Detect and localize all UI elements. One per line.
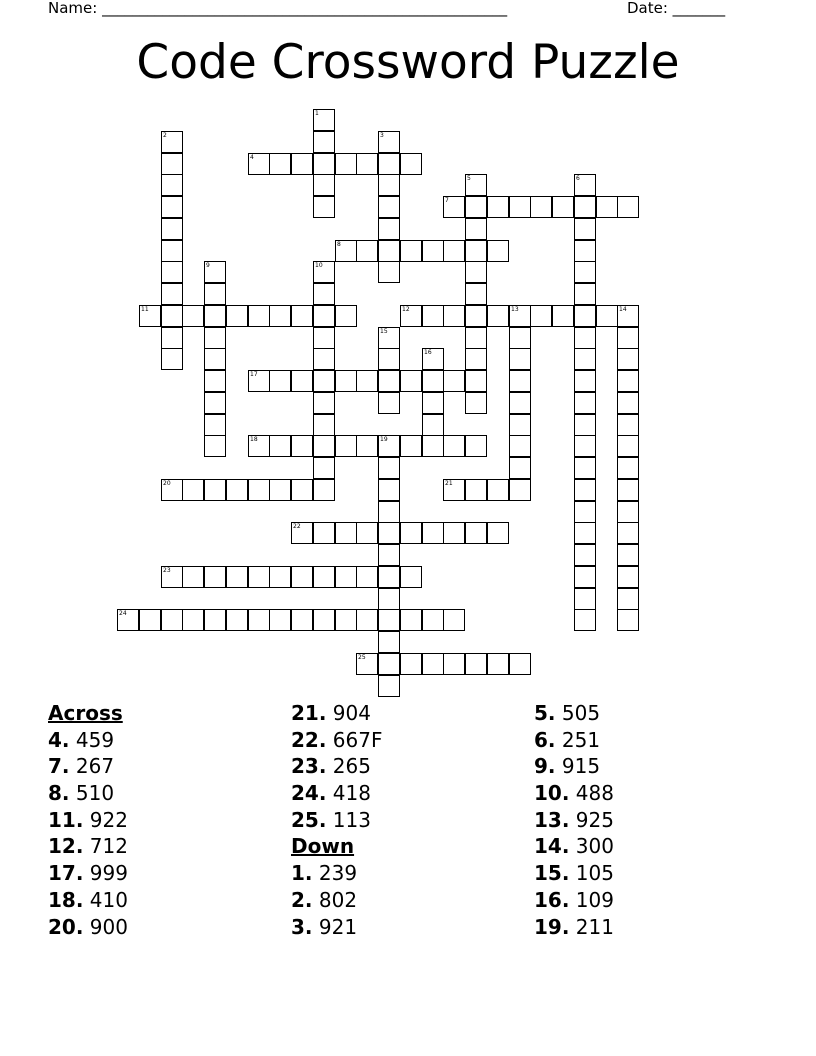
grid-cell[interactable] <box>443 522 465 544</box>
grid-cell[interactable] <box>161 174 183 196</box>
grid-cell[interactable] <box>204 370 226 392</box>
grid-cell[interactable] <box>248 566 270 588</box>
grid-cell[interactable] <box>617 479 639 501</box>
grid-cell[interactable] <box>617 327 639 349</box>
grid-cell[interactable] <box>443 305 465 327</box>
grid-cell[interactable] <box>182 305 204 327</box>
grid-cell[interactable] <box>509 479 531 501</box>
grid-cell[interactable] <box>617 392 639 414</box>
grid-cell[interactable] <box>400 305 422 327</box>
cell-number: 9 <box>206 262 210 269</box>
grid-cell[interactable] <box>574 370 596 392</box>
grid-cell[interactable] <box>204 414 226 436</box>
grid-cell[interactable] <box>182 479 204 501</box>
clue-down-16: 16. 109 <box>534 887 614 912</box>
grid-cell[interactable] <box>269 153 291 175</box>
grid-cell[interactable] <box>204 392 226 414</box>
grid-cell[interactable] <box>617 305 639 327</box>
clue-column-3 <box>534 700 764 940</box>
grid-cell[interactable] <box>335 609 357 631</box>
clue-across-11: 11. 922 <box>48 807 128 832</box>
grid-cell[interactable] <box>291 305 313 327</box>
clue-down-9: 9. 915 <box>534 754 601 779</box>
grid-cell[interactable] <box>139 305 161 327</box>
grid-cell[interactable] <box>356 653 378 675</box>
grid-cell[interactable] <box>313 370 335 392</box>
grid-cell[interactable] <box>378 131 400 153</box>
grid-cell[interactable] <box>509 370 531 392</box>
grid-cell[interactable] <box>335 240 357 262</box>
grid-cell[interactable] <box>378 196 400 218</box>
grid-cell[interactable] <box>574 501 596 523</box>
grid-cell[interactable] <box>574 522 596 544</box>
grid-cell[interactable] <box>335 370 357 392</box>
clue-column-2 <box>291 700 521 940</box>
grid-cell[interactable] <box>465 370 487 392</box>
grid-cell[interactable] <box>161 261 183 283</box>
clue-across-8: 8. 510 <box>48 781 115 806</box>
grid-cell[interactable] <box>269 479 291 501</box>
down-heading: Down <box>291 834 355 859</box>
grid-cell[interactable] <box>117 609 139 631</box>
clue-across-24: 24. 418 <box>291 781 371 806</box>
grid-cell[interactable] <box>400 522 422 544</box>
grid-cell[interactable] <box>356 370 378 392</box>
cell-number: 20 <box>163 480 171 487</box>
grid-cell[interactable] <box>378 544 400 566</box>
grid-cell[interactable] <box>530 196 552 218</box>
grid-cell[interactable] <box>574 544 596 566</box>
grid-cell[interactable] <box>422 370 444 392</box>
grid-cell[interactable] <box>204 305 226 327</box>
grid-cell[interactable] <box>313 283 335 305</box>
cell-number: 2 <box>163 132 167 139</box>
grid-cell[interactable] <box>465 479 487 501</box>
clue-across-20: 20. 900 <box>48 914 128 939</box>
grid-cell[interactable] <box>161 305 183 327</box>
grid-cell[interactable] <box>335 435 357 457</box>
grid-cell[interactable] <box>378 435 400 457</box>
clue-across-4: 4. 459 <box>48 727 115 752</box>
grid-cell[interactable] <box>161 566 183 588</box>
grid-cell[interactable] <box>269 370 291 392</box>
grid-cell[interactable] <box>487 240 509 262</box>
grid-cell[interactable] <box>574 588 596 610</box>
grid-cell[interactable] <box>509 457 531 479</box>
cell-number: 25 <box>358 654 366 661</box>
grid-cell[interactable] <box>465 348 487 370</box>
grid-cell[interactable] <box>248 479 270 501</box>
grid-cell[interactable] <box>465 392 487 414</box>
grid-cell[interactable] <box>465 218 487 240</box>
grid-cell[interactable] <box>574 196 596 218</box>
grid-cell[interactable] <box>161 348 183 370</box>
grid-cell[interactable] <box>422 653 444 675</box>
grid-cell[interactable] <box>400 435 422 457</box>
cell-number: 10 <box>315 262 323 269</box>
grid-cell[interactable] <box>378 174 400 196</box>
grid-cell[interactable] <box>291 609 313 631</box>
grid-cell[interactable] <box>465 305 487 327</box>
grid-cell[interactable] <box>313 392 335 414</box>
grid-cell[interactable] <box>617 196 639 218</box>
cell-number: 11 <box>141 306 149 313</box>
clue-down-1: 1. 239 <box>291 861 358 886</box>
grid-cell[interactable] <box>378 522 400 544</box>
grid-cell[interactable] <box>422 522 444 544</box>
grid-cell[interactable] <box>204 327 226 349</box>
grid-cell[interactable] <box>226 305 248 327</box>
grid-cell[interactable] <box>313 174 335 196</box>
grid-cell[interactable] <box>574 261 596 283</box>
clue-across-25: 25. 113 <box>291 807 371 832</box>
cell-number: 19 <box>380 436 388 443</box>
grid-cell[interactable] <box>574 240 596 262</box>
grid-cell[interactable] <box>248 435 270 457</box>
grid-cell[interactable] <box>509 327 531 349</box>
grid-cell[interactable] <box>204 435 226 457</box>
cell-number: 3 <box>380 132 384 139</box>
grid-cell[interactable] <box>617 566 639 588</box>
clue-down-14: 14. 300 <box>534 834 614 859</box>
grid-cell[interactable] <box>487 653 509 675</box>
grid-cell[interactable] <box>574 348 596 370</box>
grid-cell[interactable] <box>422 609 444 631</box>
grid-cell[interactable] <box>596 196 618 218</box>
clue-down-5: 5. 505 <box>534 701 601 725</box>
grid-cell[interactable] <box>617 348 639 370</box>
grid-cell[interactable] <box>574 283 596 305</box>
grid-cell[interactable] <box>465 653 487 675</box>
grid-cell[interactable] <box>378 240 400 262</box>
grid-cell[interactable] <box>530 305 552 327</box>
cell-number: 1 <box>315 110 319 117</box>
grid-cell[interactable] <box>378 566 400 588</box>
clue-across-23: 23. 265 <box>291 754 371 779</box>
grid-cell[interactable] <box>574 566 596 588</box>
grid-cell[interactable] <box>617 414 639 436</box>
grid-cell[interactable] <box>378 153 400 175</box>
grid-cell[interactable] <box>161 283 183 305</box>
grid-cell[interactable] <box>378 327 400 349</box>
grid-cell[interactable] <box>226 479 248 501</box>
grid-cell[interactable] <box>574 414 596 436</box>
grid-cell[interactable] <box>574 609 596 631</box>
cell-number: 6 <box>576 175 580 182</box>
grid-cell[interactable] <box>335 522 357 544</box>
name-line[interactable]: Name: ______________________________________________________ <box>48 0 508 17</box>
grid-cell[interactable] <box>465 435 487 457</box>
grid-cell[interactable] <box>509 196 531 218</box>
grid-cell[interactable] <box>269 609 291 631</box>
grid-cell[interactable] <box>487 522 509 544</box>
grid-cell[interactable] <box>617 609 639 631</box>
grid-cell[interactable] <box>291 435 313 457</box>
grid-cell[interactable] <box>161 131 183 153</box>
page-title: Code Crossword Puzzle <box>136 35 680 90</box>
grid-cell[interactable] <box>378 261 400 283</box>
grid-cell[interactable] <box>465 240 487 262</box>
grid-cell[interactable] <box>161 327 183 349</box>
grid-cell[interactable] <box>313 479 335 501</box>
grid-cell[interactable] <box>400 609 422 631</box>
grid-cell[interactable] <box>204 283 226 305</box>
grid-cell[interactable] <box>400 653 422 675</box>
grid-cell[interactable] <box>422 414 444 436</box>
cell-number: 24 <box>119 610 127 617</box>
clue-across-21: 21. 904 <box>291 701 371 725</box>
grid-cell[interactable] <box>378 370 400 392</box>
grid-cell[interactable] <box>465 196 487 218</box>
grid-cell[interactable] <box>509 414 531 436</box>
grid-cell[interactable] <box>313 414 335 436</box>
grid-cell[interactable] <box>313 457 335 479</box>
grid-cell[interactable] <box>356 522 378 544</box>
clue-across-22: 22. 667F <box>291 727 383 752</box>
grid-cell[interactable] <box>204 566 226 588</box>
grid-cell[interactable] <box>313 109 335 131</box>
grid-cell[interactable] <box>487 305 509 327</box>
grid-cell[interactable] <box>291 370 313 392</box>
grid-cell[interactable] <box>335 305 357 327</box>
cell-number: 23 <box>163 567 171 574</box>
grid-cell[interactable] <box>161 153 183 175</box>
grid-cell[interactable] <box>487 196 509 218</box>
clue-across-17: 17. 999 <box>48 861 128 886</box>
grid-cell[interactable] <box>269 435 291 457</box>
grid-cell[interactable] <box>161 218 183 240</box>
grid-cell[interactable] <box>487 479 509 501</box>
grid-cell[interactable] <box>291 153 313 175</box>
grid-cell[interactable] <box>313 348 335 370</box>
grid-cell[interactable] <box>574 218 596 240</box>
grid-cell[interactable] <box>248 370 270 392</box>
grid-cell[interactable] <box>574 305 596 327</box>
grid-cell[interactable] <box>443 653 465 675</box>
grid-cell[interactable] <box>161 240 183 262</box>
clue-down-19: 19. 211 <box>534 914 614 939</box>
cell-number: 15 <box>380 328 388 335</box>
grid-cell[interactable] <box>509 305 531 327</box>
grid-cell[interactable] <box>226 609 248 631</box>
grid-cell[interactable] <box>617 501 639 523</box>
grid-cell[interactable] <box>161 609 183 631</box>
across-heading: Across <box>48 701 123 725</box>
grid-cell[interactable] <box>313 435 335 457</box>
grid-cell[interactable] <box>378 501 400 523</box>
grid-cell[interactable] <box>269 566 291 588</box>
cell-number: 5 <box>467 175 471 182</box>
cell-number: 4 <box>250 154 254 161</box>
cell-number: 13 <box>511 306 519 313</box>
grid-cell[interactable] <box>509 392 531 414</box>
grid-cell[interactable] <box>400 566 422 588</box>
cell-number: 12 <box>402 306 410 313</box>
grid-cell[interactable] <box>378 675 400 697</box>
grid-cell[interactable] <box>574 327 596 349</box>
grid-cell[interactable] <box>204 479 226 501</box>
grid-cell[interactable] <box>574 457 596 479</box>
grid-cell[interactable] <box>313 327 335 349</box>
grid-cell[interactable] <box>443 479 465 501</box>
clue-down-10: 10. 488 <box>534 781 614 806</box>
cell-number: 18 <box>250 436 258 443</box>
grid-cell[interactable] <box>313 609 335 631</box>
cell-number: 16 <box>424 349 432 356</box>
grid-cell[interactable] <box>378 218 400 240</box>
grid-cell[interactable] <box>356 153 378 175</box>
grid-cell[interactable] <box>204 609 226 631</box>
grid-cell[interactable] <box>509 348 531 370</box>
cell-number: 7 <box>445 197 449 204</box>
grid-cell[interactable] <box>552 305 574 327</box>
grid-cell[interactable] <box>335 566 357 588</box>
grid-cell[interactable] <box>574 435 596 457</box>
cell-number: 21 <box>445 480 453 487</box>
cell-number: 8 <box>337 241 341 248</box>
grid-cell[interactable] <box>356 240 378 262</box>
cell-number: 14 <box>619 306 627 313</box>
grid-cell[interactable] <box>378 631 400 653</box>
grid-cell[interactable] <box>465 522 487 544</box>
grid-cell[interactable] <box>182 609 204 631</box>
grid-cell[interactable] <box>422 435 444 457</box>
grid-cell[interactable] <box>356 435 378 457</box>
grid-cell[interactable] <box>443 240 465 262</box>
grid-cell[interactable] <box>509 653 531 675</box>
grid-cell[interactable] <box>443 370 465 392</box>
clue-column-1 <box>48 700 278 940</box>
grid-cell[interactable] <box>574 479 596 501</box>
grid-cell[interactable] <box>574 392 596 414</box>
clue-down-15: 15. 105 <box>534 861 614 886</box>
grid-cell[interactable] <box>465 261 487 283</box>
grid-cell[interactable] <box>400 153 422 175</box>
grid-cell[interactable] <box>226 566 248 588</box>
grid-cell[interactable] <box>269 305 291 327</box>
grid-cell[interactable] <box>400 370 422 392</box>
grid-cell[interactable] <box>443 435 465 457</box>
grid-cell[interactable] <box>204 348 226 370</box>
grid-cell[interactable] <box>248 153 270 175</box>
grid-cell[interactable] <box>617 370 639 392</box>
grid-cell[interactable] <box>443 196 465 218</box>
clue-across-12: 12. 712 <box>48 834 128 859</box>
grid-cell[interactable] <box>443 609 465 631</box>
grid-cell[interactable] <box>552 196 574 218</box>
grid-cell[interactable] <box>509 435 531 457</box>
grid-cell[interactable] <box>596 305 618 327</box>
grid-cell[interactable] <box>161 196 183 218</box>
grid-cell[interactable] <box>378 588 400 610</box>
date-line[interactable]: Date: _______ <box>627 0 726 17</box>
grid-cell[interactable] <box>422 240 444 262</box>
grid-cell[interactable] <box>313 522 335 544</box>
grid-cell[interactable] <box>356 609 378 631</box>
cell-number: 17 <box>250 371 258 378</box>
grid-cell[interactable] <box>617 544 639 566</box>
grid-cell[interactable] <box>465 174 487 196</box>
grid-cell[interactable] <box>291 566 313 588</box>
grid-cell[interactable] <box>313 261 335 283</box>
grid-cell[interactable] <box>204 261 226 283</box>
grid-cell[interactable] <box>378 457 400 479</box>
grid-cell[interactable] <box>378 653 400 675</box>
grid-cell[interactable] <box>313 153 335 175</box>
grid-cell[interactable] <box>617 457 639 479</box>
grid-cell[interactable] <box>248 609 270 631</box>
clue-across-18: 18. 410 <box>48 887 128 912</box>
grid-cell[interactable] <box>161 479 183 501</box>
grid-cell[interactable] <box>313 196 335 218</box>
grid-cell[interactable] <box>356 566 378 588</box>
grid-cell[interactable] <box>422 348 444 370</box>
grid-cell[interactable] <box>617 588 639 610</box>
grid-cell[interactable] <box>378 392 400 414</box>
grid-cell[interactable] <box>422 305 444 327</box>
clue-down-6: 6. 251 <box>534 727 601 752</box>
grid-cell[interactable] <box>335 153 357 175</box>
grid-cell[interactable] <box>291 522 313 544</box>
clue-down-2: 2. 802 <box>291 887 358 912</box>
clue-down-3: 3. 921 <box>291 914 358 939</box>
clue-across-7: 7. 267 <box>48 754 115 779</box>
grid-cell[interactable] <box>400 240 422 262</box>
grid-cell[interactable] <box>291 479 313 501</box>
grid-cell[interactable] <box>378 479 400 501</box>
grid-cell[interactable] <box>422 392 444 414</box>
grid-cell[interactable] <box>378 609 400 631</box>
grid-cell[interactable] <box>313 566 335 588</box>
grid-cell[interactable] <box>248 305 270 327</box>
grid-cell[interactable] <box>465 327 487 349</box>
grid-cell[interactable] <box>182 566 204 588</box>
grid-cell[interactable] <box>617 522 639 544</box>
clue-down-13: 13. 925 <box>534 807 614 832</box>
cell-number: 22 <box>293 523 301 530</box>
grid-cell[interactable] <box>574 174 596 196</box>
grid-cell[interactable] <box>378 348 400 370</box>
grid-cell[interactable] <box>617 435 639 457</box>
grid-cell[interactable] <box>313 131 335 153</box>
grid-cell[interactable] <box>313 305 335 327</box>
grid-cell[interactable] <box>465 283 487 305</box>
grid-cell[interactable] <box>139 609 161 631</box>
